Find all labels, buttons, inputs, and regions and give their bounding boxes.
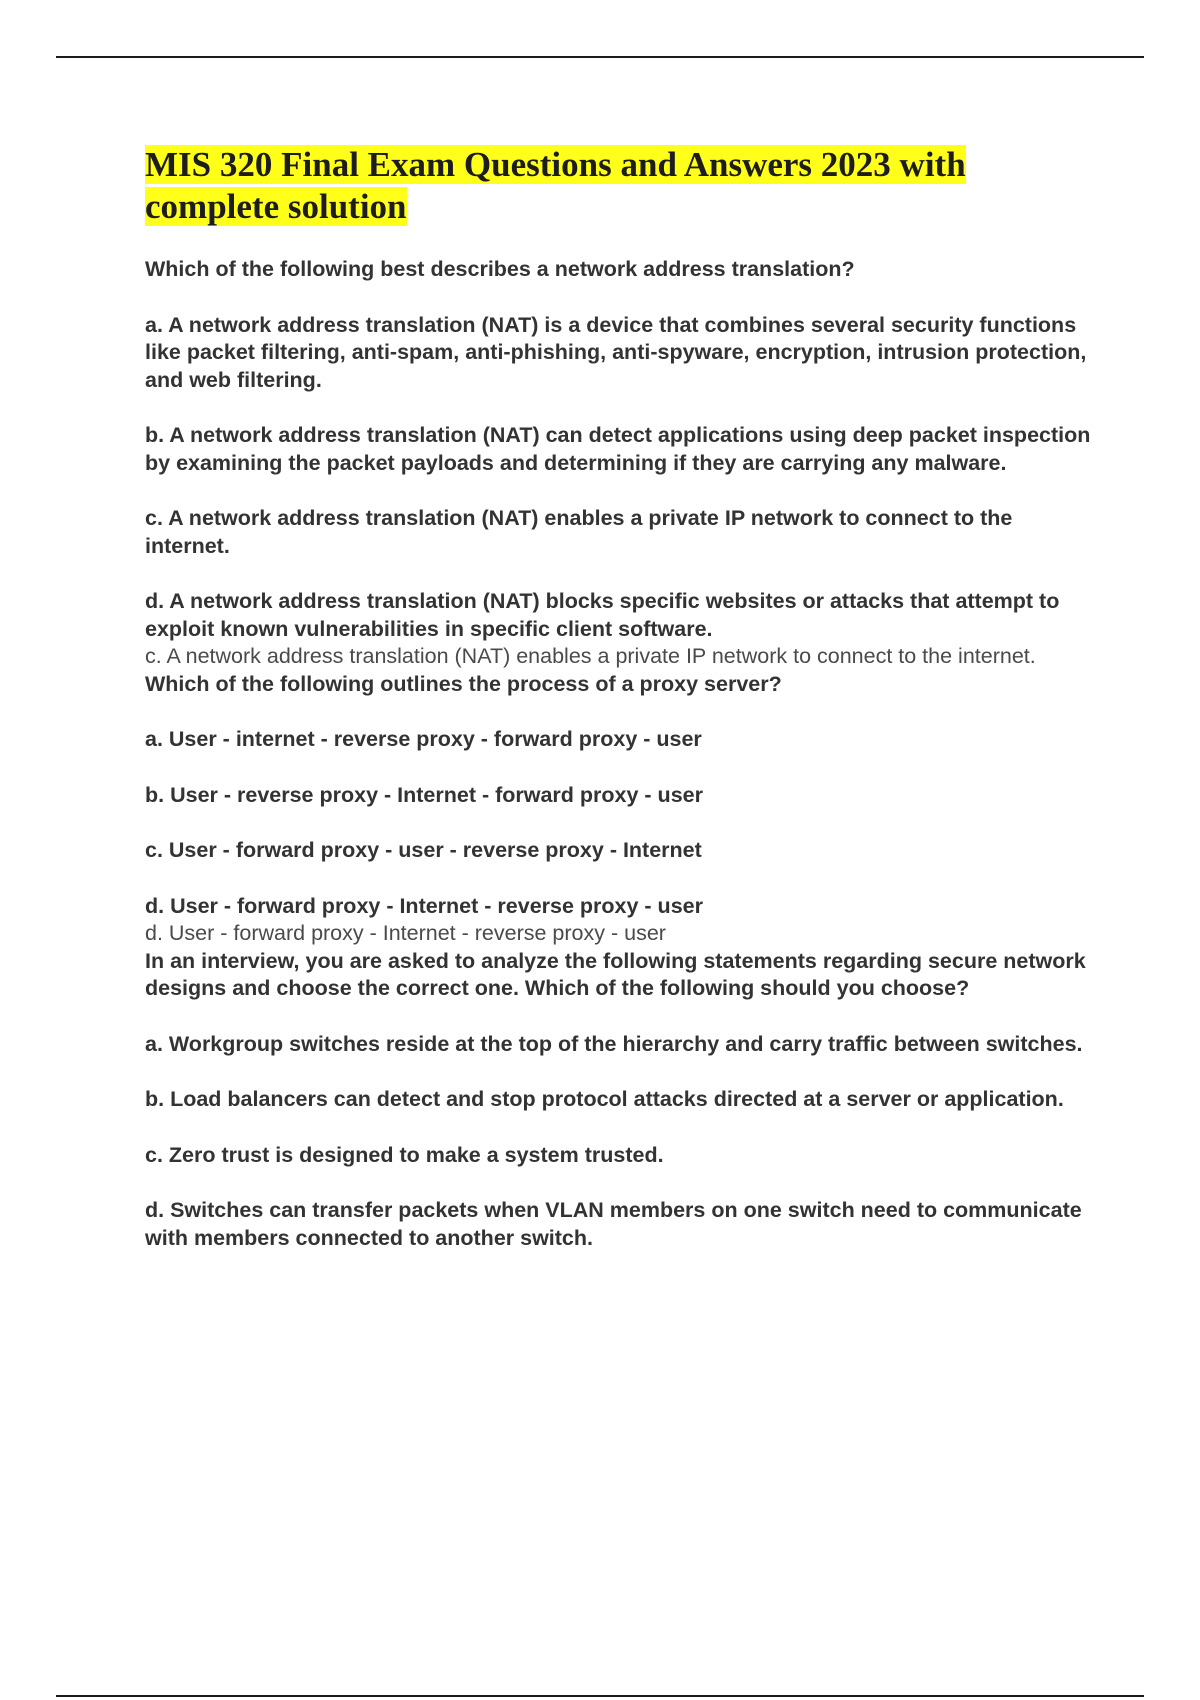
question-2: Which of the following outlines the process of a proxy server? xyxy=(145,671,782,696)
question-2-option-d: d. User - forward proxy - Internet - reverse proxy - user xyxy=(145,893,703,918)
question-3-option-a: a. Workgroup switches reside at the top of the hierarchy and carry traffic between switches. xyxy=(145,1031,1083,1056)
question-2-option-b: b. User - reverse proxy - Internet - forward proxy - user xyxy=(145,782,703,807)
header-divider xyxy=(56,56,1144,58)
question-2-option-a: a. User - internet - reverse proxy - forward proxy - user xyxy=(145,727,702,751)
question-1-answer: c. A network address translation (NAT) enables a private IP network to connect to the internet. xyxy=(145,644,1036,668)
question-1: Which of the following best describes a network address translation? xyxy=(145,257,855,281)
question-1-option-b: b. A network address translation (NAT) can detect applications using deep packet inspection by examining the packet payloads and determining if they are carrying any malware. xyxy=(145,423,1091,475)
question-1-option-a: a. A network address translation (NAT) is a device that combines several security functions like packet filtering, anti-spam, anti-phishing, anti-spyware, encryption, intrusion protection, and web filtering. xyxy=(145,312,1087,392)
question-3-option-c: c. Zero trust is designed to make a system trusted. xyxy=(145,1142,664,1167)
question-3-option-d: d. Switches can transfer packets when VLAN members on one switch need to communicate with members connected to another switch. xyxy=(145,1198,1082,1250)
question-3-option-b: b. Load balancers can detect and stop protocol attacks directed at a server or application. xyxy=(145,1087,1064,1111)
question-2-option-c: c. User - forward proxy - user - reverse proxy - Internet xyxy=(145,838,702,862)
footer-divider xyxy=(56,1695,1144,1697)
question-1-option-d: d. A network address translation (NAT) blocks specific websites or attacks that attempt to exploit known vulnerabilities in specific client software. xyxy=(145,589,1060,641)
highlighted-title-text: MIS 320 Final Exam Questions and Answers 2023 with complete solution xyxy=(145,145,966,226)
document-title xyxy=(145,144,1095,228)
question-2-answer: d. User - forward proxy - Internet - reverse proxy - user xyxy=(145,921,666,945)
question-1-option-c: c. A network address translation (NAT) enables a private IP network to connect to the internet. xyxy=(145,506,1013,558)
question-3: In an interview, you are asked to analyze the following statements regarding secure network designs and choose the correct one. Which of the following should you choose? xyxy=(145,948,1086,1000)
document-body xyxy=(145,144,1095,1252)
